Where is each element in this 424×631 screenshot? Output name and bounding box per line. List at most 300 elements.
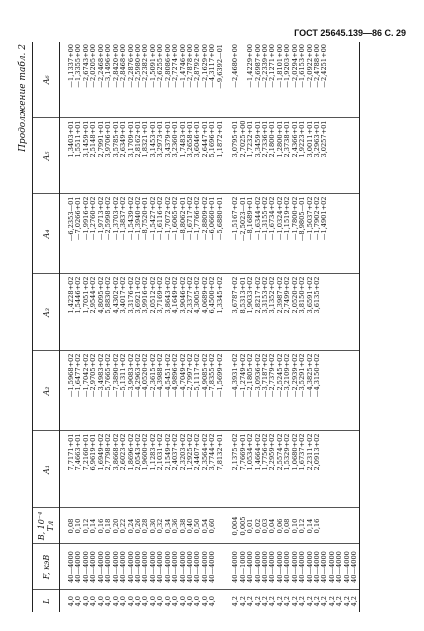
table-cell: 4,0 [156,596,165,607]
table-cell: —3,0936+02 [253,353,262,398]
table-cell: —1,3355+00 [74,44,83,88]
table-cell: 7,2160+01 [81,433,90,471]
table-cell: —1,6344+02 [253,196,262,241]
a4-values [68,195,224,274]
l-values [232,591,358,613]
col-header-a1: A₁ [33,431,60,508]
table-cell: 5,8830+02 [104,276,113,314]
table-cell: —2,8792+00 [193,44,202,88]
col-header-a3: A₃ [33,274,60,351]
table-cell: —4,3825+02 [305,353,314,398]
table-cell: —1,4229+00 [246,44,255,88]
table-cell: 4,0 [67,596,75,607]
table-cell: 4,0 [96,596,105,607]
table-cell: 40—4000 [171,551,180,583]
table-cell: 4,3005+02 [193,276,202,314]
table-cell: —1,6153+00 [298,44,307,88]
f-values [232,545,358,590]
table-cell: 4,2 [246,596,255,607]
table-cell: —5,6880+01 [215,196,224,241]
table-cell: —2,4251+00 [320,44,329,88]
table-cell: 40—4000 [320,551,329,583]
table-cell: 0,02 [253,518,262,534]
table-cell: 4,4302+02 [111,276,120,314]
a2-values [68,352,224,431]
table-cell: —2,1271+00 [268,44,277,88]
table-cell: 2,7499+02 [283,276,292,314]
table-cell: 40—4000 [313,551,321,583]
table-cell: —2,8809+02 [200,196,209,241]
table-cell: 2,5574+02 [275,433,284,471]
b-values [68,509,217,544]
table-cell: 7,7171+01 [67,433,75,471]
table-cell: 4,0 [193,596,202,607]
col-header-l: L [33,590,60,612]
table-cell: —2,2468+00 [96,44,105,88]
table-cell: —1,7766+02 [193,196,202,241]
table-cell: 4,2 [298,596,307,607]
table-cell: —6,2353—01 [67,196,75,242]
table-cell: —9,6392—01 [215,44,224,89]
table-header-row [33,42,60,612]
table-cell: 0,32 [156,518,165,534]
table-cell: 0,16 [313,518,321,534]
table-cell: 1,5511+01 [74,120,83,158]
table-cell: —4,2963+02 [133,353,142,398]
table-cell: —1,5439+02 [126,196,135,241]
table-cell: 3,5785+01 [111,120,120,158]
table-cell: 0,54 [200,518,209,534]
table-cell: 0,28 [141,518,150,534]
table-cell: 4,1649+02 [171,276,180,314]
table-cell: —7,0266+01 [74,196,83,241]
table-cell: —2,2382+00 [141,44,150,88]
table-cell: 3,8668+02 [111,433,120,471]
table-cell: 0,50 [193,518,202,534]
table-cell: 0,14 [305,518,314,534]
table-cell: 40—4000 [193,551,202,583]
table-cell: 4,0 [208,596,217,607]
col-header-f: F, кэВ [33,544,60,590]
table-cell: —1,5968+02 [67,353,75,398]
table-cell: 7,8132+01 [215,433,224,471]
table-cell: —3,7187+02 [260,353,269,398]
table-cell: 4,0 [126,596,135,607]
rotated-table-block [18,42,404,612]
table-cell: —1,2749+02 [238,353,247,398]
table-cell: 0,08 [283,518,292,534]
table-cell: —2,5023—01 [238,196,247,242]
table-cell: 2,3377+02 [186,276,194,314]
table-cell: 4,0 [200,596,209,607]
table-cell: 1,1283+02 [148,433,157,471]
table-cell: 3,2658+01 [186,120,194,158]
table-cell: —1,7902+02 [313,196,321,241]
table-cell: 0,004 [231,516,240,536]
table-cell: —1,8101+00 [275,44,284,88]
table-cell: 40—4000 [89,551,98,583]
table-cell: 4,2 [290,596,299,607]
table-cell: 0,01 [246,518,255,534]
table-cell: 3,6046+01 [193,120,202,158]
table-cell: —2,2339+00 [260,44,269,88]
table-cell: 2,2311+02 [305,433,314,471]
table-cell: —5,1117+02 [193,353,202,398]
table-cell: 4,0 [89,596,98,607]
table-cell: 2,9544+02 [89,276,98,314]
table-cell: 1,5329+02 [283,433,292,471]
table-cell: 2,6349+01 [119,120,128,158]
table-cell: 3,3459+01 [253,120,262,158]
table-cell: 4,0 [119,596,128,607]
table-cell: 4,2 [275,596,284,607]
table-cell: —1,3940+02 [133,196,142,241]
table-cell: 0,18 [104,518,113,534]
b-values [232,509,321,544]
table-cell: —2,3615+02 [148,353,157,398]
table-cell: 2,1375+02 [231,433,240,471]
table-cell: —7,8355+02 [208,353,217,398]
table-cell: —1,4901+02 [320,196,329,241]
table-cell: 1,3403+01 [67,120,75,158]
table-cell: 3,6591+02 [305,276,314,314]
table-cell: 1,7232+01 [246,120,255,158]
table-cell: —2,0205+00 [89,44,98,88]
table-cell: 1,9223+01 [298,120,307,158]
table-cell: —2,5998+02 [104,196,113,241]
table-cell: —4,3988+02 [156,353,165,398]
table-cell: —2,5245+02 [275,353,284,398]
table-cell: —1,6065+02 [171,196,180,241]
table-cell: 2,7336+01 [260,120,269,158]
table-cell: 3,2973+01 [156,120,165,158]
table-cell: 1,2925+02 [186,433,194,471]
table-cell: —2,4680+00 [231,44,240,88]
a6-values [68,42,224,118]
table-cell: 0,36 [171,518,180,534]
table-cell: —1,6717+02 [186,196,194,241]
table-cell: 1,1872+01 [215,120,224,158]
table-cell: 4,2 [335,596,344,607]
table-cell: 3,7169+02 [156,276,165,314]
table-cell: —2,7274+00 [171,44,180,88]
table-cell: 3,1453+01 [148,120,157,158]
table-cell: —2,5980+00 [133,44,142,88]
table-cell: —2,0294+00 [290,44,299,88]
table-cell: —1,0324+02 [275,196,284,241]
table-cell: 0,30 [148,518,157,534]
table-cell: 1,7051+02 [81,276,90,314]
table-cell: 5,1696+01 [208,120,217,158]
table-group-row [68,42,224,612]
table-cell: 1,4664+02 [253,433,262,471]
table-cell: 3,9916+02 [141,276,150,314]
table-cell: 0,26 [133,518,142,534]
table-cell: —4,5451+02 [163,353,172,398]
table-cell: 1,7483+01 [178,120,187,158]
table-cell: —8,8062+01 [178,196,187,241]
table-cell: —1,3155+02 [260,196,269,241]
table-cell: 40—1000 [238,551,247,583]
table-cell: 3,8150+02 [298,276,307,314]
table-cell: 40—4000 [290,551,299,583]
table-cell: —1,9916+02 [81,196,90,241]
table-cell: 40—4000 [268,551,277,583]
table-cell: —1,5167+02 [231,196,240,241]
table-cell: —2,6743+00 [81,44,90,88]
table-cell: 3,0011+01 [305,120,314,158]
table-cell: 3,3176+02 [126,276,135,314]
coefficients-table [32,42,360,612]
table-cell: —3,2109+02 [283,353,292,398]
table-cell: 40—4000 [111,551,120,583]
f-values [68,545,217,590]
table-cell: 40—4000 [298,551,307,583]
table-cell: 0,005 [238,516,247,536]
table-cell: 4,0 [104,596,113,607]
table-cell: 0,40 [186,518,194,534]
table-cell: 4,0 [81,596,90,607]
table-cell: —2,7379+02 [268,353,277,398]
table-cell: —1,6734+02 [268,196,277,241]
table-cell: 40—4000 [104,551,113,583]
table-cell: 40—4000 [148,551,157,583]
table-cell: 4,0 [111,596,120,607]
table-cell: 0,22 [119,518,128,534]
table-cell: —1,3703+02 [111,196,120,241]
table-cell: 40—4000 [342,551,351,583]
table-cell: 1,8321+01 [141,120,150,158]
table-cell: 6,4500+02 [208,276,217,314]
table-cell: 2,5148+01 [89,120,98,158]
l-values [68,591,217,613]
table-cell: —3,1496+00 [104,44,113,88]
table-cell: 0,60 [208,518,217,534]
table-cell: 4,2 [283,596,292,607]
table-cell: 4,0 [163,596,172,607]
table-cell: —2,6255+00 [156,44,165,88]
table-cell: 2,0520+02 [290,276,299,314]
table-cell: 3,0795+01 [231,120,240,158]
table-cell: 0,08 [67,518,75,534]
a5-values [232,119,329,194]
table-cell: —1,5091+00 [148,44,157,88]
a5-values [68,119,224,194]
table-cell: 0,16 [96,518,105,534]
table-cell: —8,1689+01 [246,196,255,241]
table-cell: —2,4788+00 [313,44,321,88]
table-cell: 40—4000 [208,551,217,583]
table-cell: —4,3117+00 [208,44,217,88]
table-cell: 4,2 [238,596,247,607]
table-cell: 0,34 [163,518,172,534]
table-cell: 2,0913+02 [313,433,321,471]
table-cell: 40—4000 [133,551,142,583]
table-cell: 40—4000 [141,551,150,583]
table-cell: —1,9203+00 [283,44,292,88]
table-cell: —1,7042+02 [81,353,90,398]
table-cell: 40—4000 [126,551,135,583]
table-cell: 3,6787+02 [231,276,240,314]
table-cell: —4,7049+02 [178,353,187,398]
table-cell: 2,7025+00 [238,120,247,158]
table-cell: 3,6921+02 [133,276,142,314]
table-cell: 3,2963+01 [313,120,321,158]
a6-values [232,42,329,118]
table-cell: 40—4000 [283,551,292,583]
table-cell: 40—4000 [246,551,255,583]
table-cell: 0,14 [89,518,98,534]
table-cell: 4,0689+02 [200,276,209,314]
table-cell: —1,6116+02 [156,196,165,241]
table-cell: 2,8217+02 [253,276,262,314]
table-cell: 0,10 [74,518,83,534]
table-cell: 40—4000 [350,551,359,583]
table-cell: 4,0 [74,596,83,607]
col-header-a6: A₆ [33,42,60,118]
a3-values [232,275,321,351]
table-cell: 2,7798+02 [104,433,113,471]
table-cell: —1,5699+02 [215,353,224,398]
table-cell: 4,2 [327,596,336,607]
table-cell: 0,38 [178,518,187,534]
table-cell: 40—4000 [67,551,75,583]
table-cell: 2,8162+01 [133,120,142,158]
table-cell: —1,6477+02 [74,353,83,398]
table-cell: —4,0520+02 [141,353,150,398]
table-cell: 3,1459+01 [81,120,90,158]
table-cell: 40—4000 [156,551,165,583]
a2-values [232,352,321,431]
table-cell: —6,0660+01 [208,196,217,241]
table-cell: 1,6949+02 [96,433,105,471]
table-cell: 40—4000 [81,551,90,583]
table-cell: 4,2 [342,596,351,607]
table-cell: —2,2939+02 [290,353,299,398]
table-cell: —8,9805—01 [298,196,307,242]
table-cell: 0,03 [260,518,269,534]
page-header: ГОСТ 25645.139—86 С. 29 [294,28,406,38]
table-cell: 40—4000 [200,551,209,583]
table-cell: 0,20 [111,518,120,534]
table-cell: 40—4000 [74,551,83,583]
table-cell: —1,5037+02 [305,196,314,241]
table-cell: 0,12 [298,518,307,534]
table-cell: 4,2 [350,596,359,607]
table-cell: 0,06 [275,518,284,534]
table-cell: 3,4379+01 [163,120,172,158]
table-cell: 3,6135+02 [313,276,321,314]
table-cell: 1,2800+01 [275,120,284,158]
table-cell: 1,4228+02 [67,276,75,314]
table-cell: 2,4407+02 [193,433,202,471]
table-cell: 4,0 [171,596,180,607]
table-cell: 3,4017+02 [119,276,128,314]
a3-values [68,275,224,351]
table-cell: 2,3987+02 [275,276,284,314]
table-cell: —2,0922+00 [305,44,314,88]
table-cell: 40—4000 [253,551,262,583]
table-cell: 2,7991+01 [96,120,105,158]
col-header-a4: A₄ [33,194,60,274]
table-cell: 3,0257+01 [320,120,329,158]
table-cell: 0,24 [126,518,135,534]
table-cell: —7,3890+02 [111,353,120,398]
table-cell: 4,0 [133,596,142,607]
table-cell: —3,9083+02 [126,353,135,398]
table-cell: 7,4663+01 [74,433,83,471]
col-header-b: B, 10⁻⁴ Тл [33,508,60,544]
table-cell: 3,3153+02 [260,276,269,314]
table-cell: 3,2360+01 [171,120,180,158]
table-cell: —2,8420+00 [111,44,120,88]
table-cell: 2,6023+02 [119,433,128,471]
table-cell: 1,7756+02 [260,433,269,471]
table-cell: 2,4037+02 [171,433,180,471]
table-cell: —2,1805+02 [246,353,255,398]
table-cell: 40—4000 [163,551,172,583]
table-cell: 2,1800+01 [268,120,277,158]
table-cell: —1,7072+02 [163,196,172,241]
table-cell: 3,9706+01 [104,120,113,158]
table-cell: 40—4000 [335,551,344,583]
table-cell: —1,5427+02 [148,196,157,241]
table-cell: —5,1311+02 [119,353,128,398]
col-header-a5: A₅ [33,118,60,194]
table-cell: 7,7669+01 [238,433,247,471]
table-cell: 0,12 [81,518,90,534]
table-cell: 1,0680+02 [290,433,299,471]
a1-values [232,432,321,508]
table-cell: 40—4000 [119,551,128,583]
table-cell: 4,0 [178,596,187,607]
table-cell: 3,8643+02 [163,276,172,314]
table-cell: —2,2876+00 [126,44,135,88]
a1-values [68,432,224,508]
table-cell: 4,2 [305,596,314,607]
table-cell: 2,3203+02 [178,433,187,471]
table-cell: 3,7744+02 [208,433,217,471]
table-cell: —3,4983+02 [96,353,105,398]
table-cell: 2,1549+02 [163,433,172,471]
table-cell: 1,9033+02 [246,276,255,314]
table-cell: 4,8095+02 [96,276,105,314]
table-cell: 0,04 [268,518,277,534]
table-cell: 2,6447+01 [200,120,209,158]
table-cell: —3,5291+02 [298,353,307,398]
table-cell: —8,7520+01 [141,196,150,241]
a4-values [232,195,329,274]
table-cell: 2,3738+01 [283,120,292,158]
table-cell: 40—4000 [260,551,269,583]
table-cell: 1,5446+02 [74,276,83,314]
table-cell: 40—4000 [327,551,336,583]
table-cell: 2,1031+02 [156,433,165,471]
table-cell: —2,1629+00 [200,44,209,88]
table-cell: —2,9705+02 [89,353,98,398]
table-cell: 4,0 [148,596,157,607]
table-cell: 1,8696+02 [126,433,135,471]
table-cell: —1,9713+02 [96,196,105,241]
table-cell: —2,8468+00 [119,44,128,88]
table-cell: 4,2 [231,596,240,607]
table-cell: 40—4000 [275,551,284,583]
table-cell: 6,9619+01 [89,433,98,471]
table-cell: 4,2 [320,596,329,607]
table-cell: 3,9046+02 [178,276,187,314]
table-cell: 2,3564+02 [200,433,209,471]
table-cell: 40—4000 [231,551,240,583]
